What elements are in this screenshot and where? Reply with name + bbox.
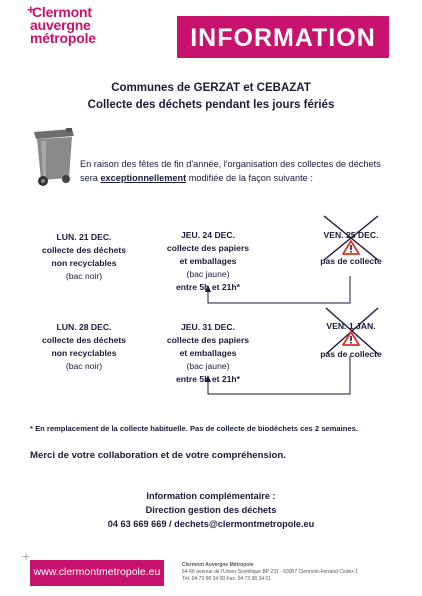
week1-yellow-line4: entre 5h et 21h*: [176, 282, 240, 292]
week1-yellow-line2: et emballages: [179, 256, 237, 266]
page-title: Communes de GERZAT et CEBAZAT: [111, 82, 311, 94]
week2-warning-triangle-icon: [342, 331, 360, 346]
week2-yellow-bin-cell: [158, 321, 258, 386]
intro-text-after: modifiée de la façon suivante :: [186, 173, 313, 183]
week1-black-line1: collecte des déchets: [41, 245, 127, 255]
week2-cancelled-label: pas de collecte: [320, 349, 382, 359]
week1-yellow-date: JEU. 24 DEC.: [181, 230, 235, 240]
week2-yellow-line3: (bac jaune): [186, 361, 230, 371]
footer-address: [182, 562, 358, 583]
intro-emphasis: exceptionnellement: [100, 173, 187, 183]
week1-black-bin-cell: [24, 231, 144, 283]
thanks-message: Merci de votre collaboration et de votre compréhension.: [30, 450, 286, 461]
contact-department: Direction gestion des déchets: [145, 505, 277, 515]
footer-street: 64-66 avenue de l'Union-Soviétique BP 231 - 63007 Clermont-Ferrand Cedex 1: [182, 569, 358, 575]
week2-black-date: LUN. 28 DEC.: [56, 322, 112, 332]
footer-plus-icon: +: [22, 548, 31, 564]
intro-text-before: En raison des fêtes de fin d'année, l'organisation des collectes de déchets sera: [80, 159, 381, 183]
page-subtitle: Collecte des déchets pendant les jours fériés: [87, 99, 335, 111]
footnote: * En remplacement de la collecte habituelle. Pas de collecte de biodéchets ces 2 semaines.: [30, 424, 358, 433]
contact-phone-email: 04 63 669 669 / dechets@clermontmetropole.eu: [107, 519, 315, 529]
week2-cancelled-date: VEN. 1 JAN.: [326, 321, 376, 331]
week1-cancelled-label: pas de collecte: [320, 256, 382, 266]
week1-yellow-line1: collecte des papiers: [166, 243, 250, 253]
footer-phones: Tél. 04 73 98 34 00 Fax. 04 73 98 34 01: [182, 576, 271, 582]
week1-yellow-bin-cell: [158, 229, 258, 294]
contact-heading: Information complémentaire :: [146, 491, 276, 501]
week2-yellow-date: JEU. 31 DEC.: [181, 322, 235, 332]
week1-black-line2: non recyclables: [51, 258, 117, 268]
week2-yellow-line2: et emballages: [179, 348, 237, 358]
week1-cancelled-date: VEN. 25 DEC.: [323, 230, 379, 240]
week1-black-line3: (bac noir): [65, 271, 103, 281]
week2-black-bin-cell: [24, 321, 144, 373]
footer-org-name: Clermont Auvergne Métropole: [182, 562, 254, 568]
logo-plus-icon: +: [27, 2, 35, 17]
week2-black-line2: non recyclables: [51, 348, 117, 358]
contact-block: [0, 489, 422, 531]
week2-black-line3: (bac noir): [65, 361, 103, 371]
week2-black-line1: collecte des déchets: [41, 335, 127, 345]
information-banner-label: INFORMATION: [190, 24, 376, 52]
logo-line-1: Clermont: [32, 4, 92, 20]
week2-yellow-line4: entre 5h et 21h*: [176, 374, 240, 384]
logo-line-3: métropole: [30, 30, 96, 46]
week2-yellow-line1: collecte des papiers: [166, 335, 250, 345]
footer-website-bar: [30, 560, 164, 586]
week1-yellow-line3: (bac jaune): [186, 269, 230, 279]
week1-warning-triangle-icon: [342, 240, 360, 255]
footer-website-link[interactable]: www.clermontmetropole.eu: [33, 566, 161, 578]
logo-line-2: auvergne: [30, 17, 91, 33]
week1-black-date: LUN. 21 DEC.: [56, 232, 112, 242]
